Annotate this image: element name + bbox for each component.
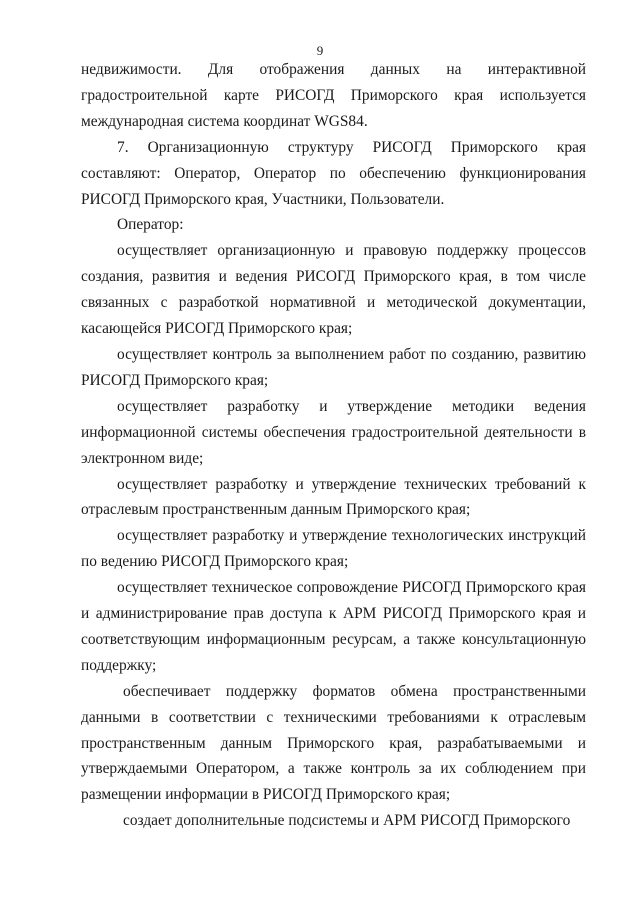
paragraph-continuation: недвижимости. Для отображения данных на интерактивной градостроительной карте РИСОГД Приморского края используется международная система координат WGS84.	[81, 61, 586, 130]
paragraph-duty: осуществляет разработку и утверждение технических требований к отраслевым пространственным данным Приморского края;	[81, 475, 586, 519]
paragraph-duty: осуществляет организационную и правовую поддержку процессов создания, развития и ведения РИСОГД Приморского края, в том числе связанных с разработкой нормативной и методической документации, касающейся РИСОГД Приморского края;	[81, 242, 586, 338]
page-number: 9	[316, 43, 324, 58]
paragraph-duty: осуществляет разработку и утверждение методики ведения информационной системы обеспечения градостроительной деятельности в электронном виде;	[81, 397, 586, 467]
paragraph-item-7: 7. Организационную структуру РИСОГД Приморского края составляют: Оператор, Оператор по обеспечению функционирования РИСОГД Приморского края, Участники, Пользователи.	[81, 138, 586, 208]
paragraph-duty: обеспечивает поддержку форматов обмена пространственными данными в соответствии с техническими требованиями к отраслевым пространственным данным Приморского края, разрабатываемыми и утверждаемыми Оператором, а также контроль за их соблюдением при размещении информации в РИСОГД Приморского края;	[81, 682, 586, 804]
document-body	[81, 57, 586, 834]
paragraph-duty: создает дополнительные подсистемы и АРМ РИСОГД Приморского	[123, 812, 571, 830]
paragraph-duty: осуществляет техническое сопровождение РИСОГД Приморского края и администрирование прав доступа к АРМ РИСОГД Приморского края и соответствующим информационным ресурсам, а также консультационную поддержку;	[81, 579, 586, 674]
paragraph-operator-heading: Оператор:	[117, 216, 184, 234]
paragraph-duty: осуществляет разработку и утверждение технологических инструкций по ведению РИСОГД Приморского края;	[81, 527, 586, 571]
paragraph-duty: осуществляет контроль за выполнением работ по созданию, развитию РИСОГД Приморского края;	[81, 345, 586, 389]
